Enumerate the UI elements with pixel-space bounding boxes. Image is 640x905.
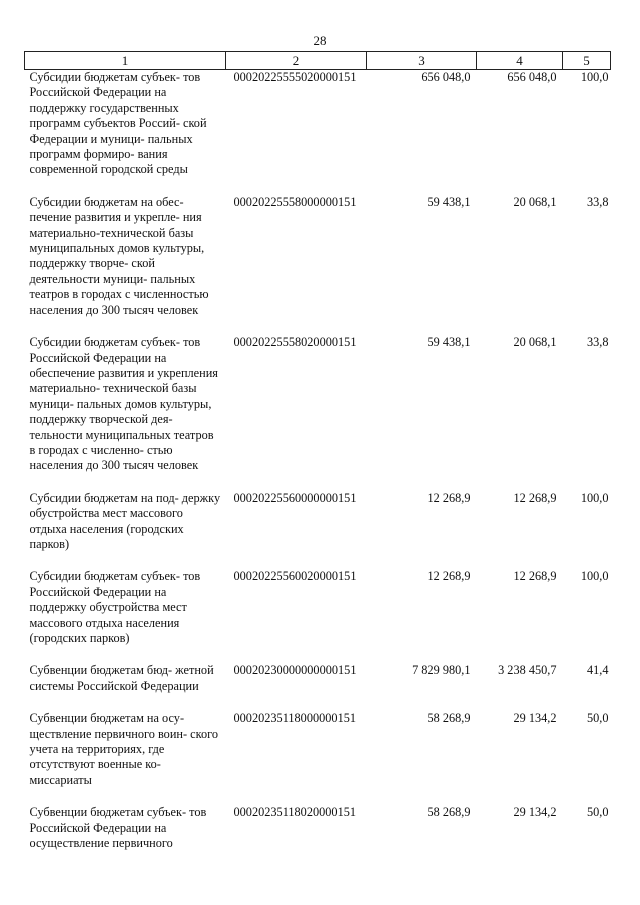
row-planned: 59 438,1 [427, 335, 471, 350]
row-code: 00020225558000000151 [233, 194, 357, 209]
row-name: Субвенции бюджетам на осу- ществление первичного воин- ского учета на территориях, где отсутствуют военные ко- миссариаты [29, 711, 218, 787]
row-planned: 7 829 980,1 [412, 663, 471, 678]
row-code: 00020225560000000151 [233, 490, 357, 505]
row-planned: 59 438,1 [427, 194, 471, 209]
column-header-1: 1 [25, 52, 226, 70]
row-actual: 29 134,2 [513, 805, 557, 820]
table-row [25, 335, 611, 491]
page-number: 28 [313, 33, 327, 48]
row-actual: 656 048,0 [507, 70, 557, 84]
row-code: 00020225558020000151 [233, 335, 357, 350]
row-name: Субсидии бюджетам на обес- печение развития и укрепле- ния материально-технической базы муниципальных домов культуры, поддержку творче- ской деятельности муници- пальных театров в городах с численностью населения до 300 тысяч человек [29, 194, 209, 317]
table-header-row [25, 52, 611, 70]
row-code: 00020235118020000151 [233, 805, 357, 820]
table-row [25, 491, 611, 570]
row-actual: 12 268,9 [513, 490, 557, 505]
row-planned: 58 268,9 [427, 805, 471, 820]
row-percent: 100,0 [580, 569, 609, 584]
row-planned: 656 048,0 [421, 70, 471, 84]
row-percent: 100,0 [580, 70, 609, 84]
table-row [25, 195, 611, 335]
row-name: Субвенции бюджетам субъек- тов Российской Федерации на осуществление первичного [29, 805, 207, 851]
row-percent: 100,0 [580, 490, 609, 505]
row-actual: 12 268,9 [513, 569, 557, 584]
row-actual: 29 134,2 [513, 711, 557, 726]
column-header-3: 3 [367, 52, 477, 70]
row-actual: 20 068,1 [513, 335, 557, 350]
row-code: 00020225560020000151 [233, 569, 357, 584]
row-planned: 12 268,9 [427, 569, 471, 584]
budget-table [24, 51, 611, 851]
row-name: Субсидии бюджетам субъек- тов Российской Федерации на поддержку обустройства мест массового отдыха населения (городских парков) [29, 569, 201, 645]
table-row [25, 805, 611, 851]
column-header-5: 5 [563, 52, 611, 70]
column-header-2: 2 [226, 52, 367, 70]
row-percent: 50,0 [586, 805, 609, 820]
table-row [25, 663, 611, 711]
row-percent: 33,8 [586, 194, 609, 209]
row-actual: 3 238 450,7 [498, 663, 557, 678]
row-planned: 12 268,9 [427, 490, 471, 505]
row-percent: 41,4 [586, 663, 609, 678]
table-row [25, 70, 611, 195]
row-name: Субсидии бюджетам на под- держку обустройства мест массового отдыха населения (городских парков) [29, 490, 221, 551]
row-name: Субсидии бюджетам субъек- тов Российской Федерации на обеспечение развития и укрепления материально- технической базы муници- пальных домов культуры, поддержку творческой дея- тельности муниципальных театров в городах с численно- стью населения до 300 тысяч человек [29, 335, 218, 473]
row-name: Субвенции бюджетам бюд- жетной системы Российской Федерации [29, 663, 214, 693]
table-row [25, 569, 611, 663]
row-name: Субсидии бюджетам субъек- тов Российской Федерации на поддержку государственных программ субъектов Россий- ской Федерации и муници- пальных программ формиро- вания современной городской среды [29, 70, 207, 177]
row-code: 00020230000000000151 [233, 663, 357, 678]
row-percent: 50,0 [586, 711, 609, 726]
row-actual: 20 068,1 [513, 194, 557, 209]
column-header-4: 4 [477, 52, 563, 70]
row-percent: 33,8 [586, 335, 609, 350]
row-code: 00020225555020000151 [233, 70, 357, 84]
row-code: 00020235118000000151 [233, 711, 357, 726]
row-planned: 58 268,9 [427, 711, 471, 726]
table-row [25, 711, 611, 805]
